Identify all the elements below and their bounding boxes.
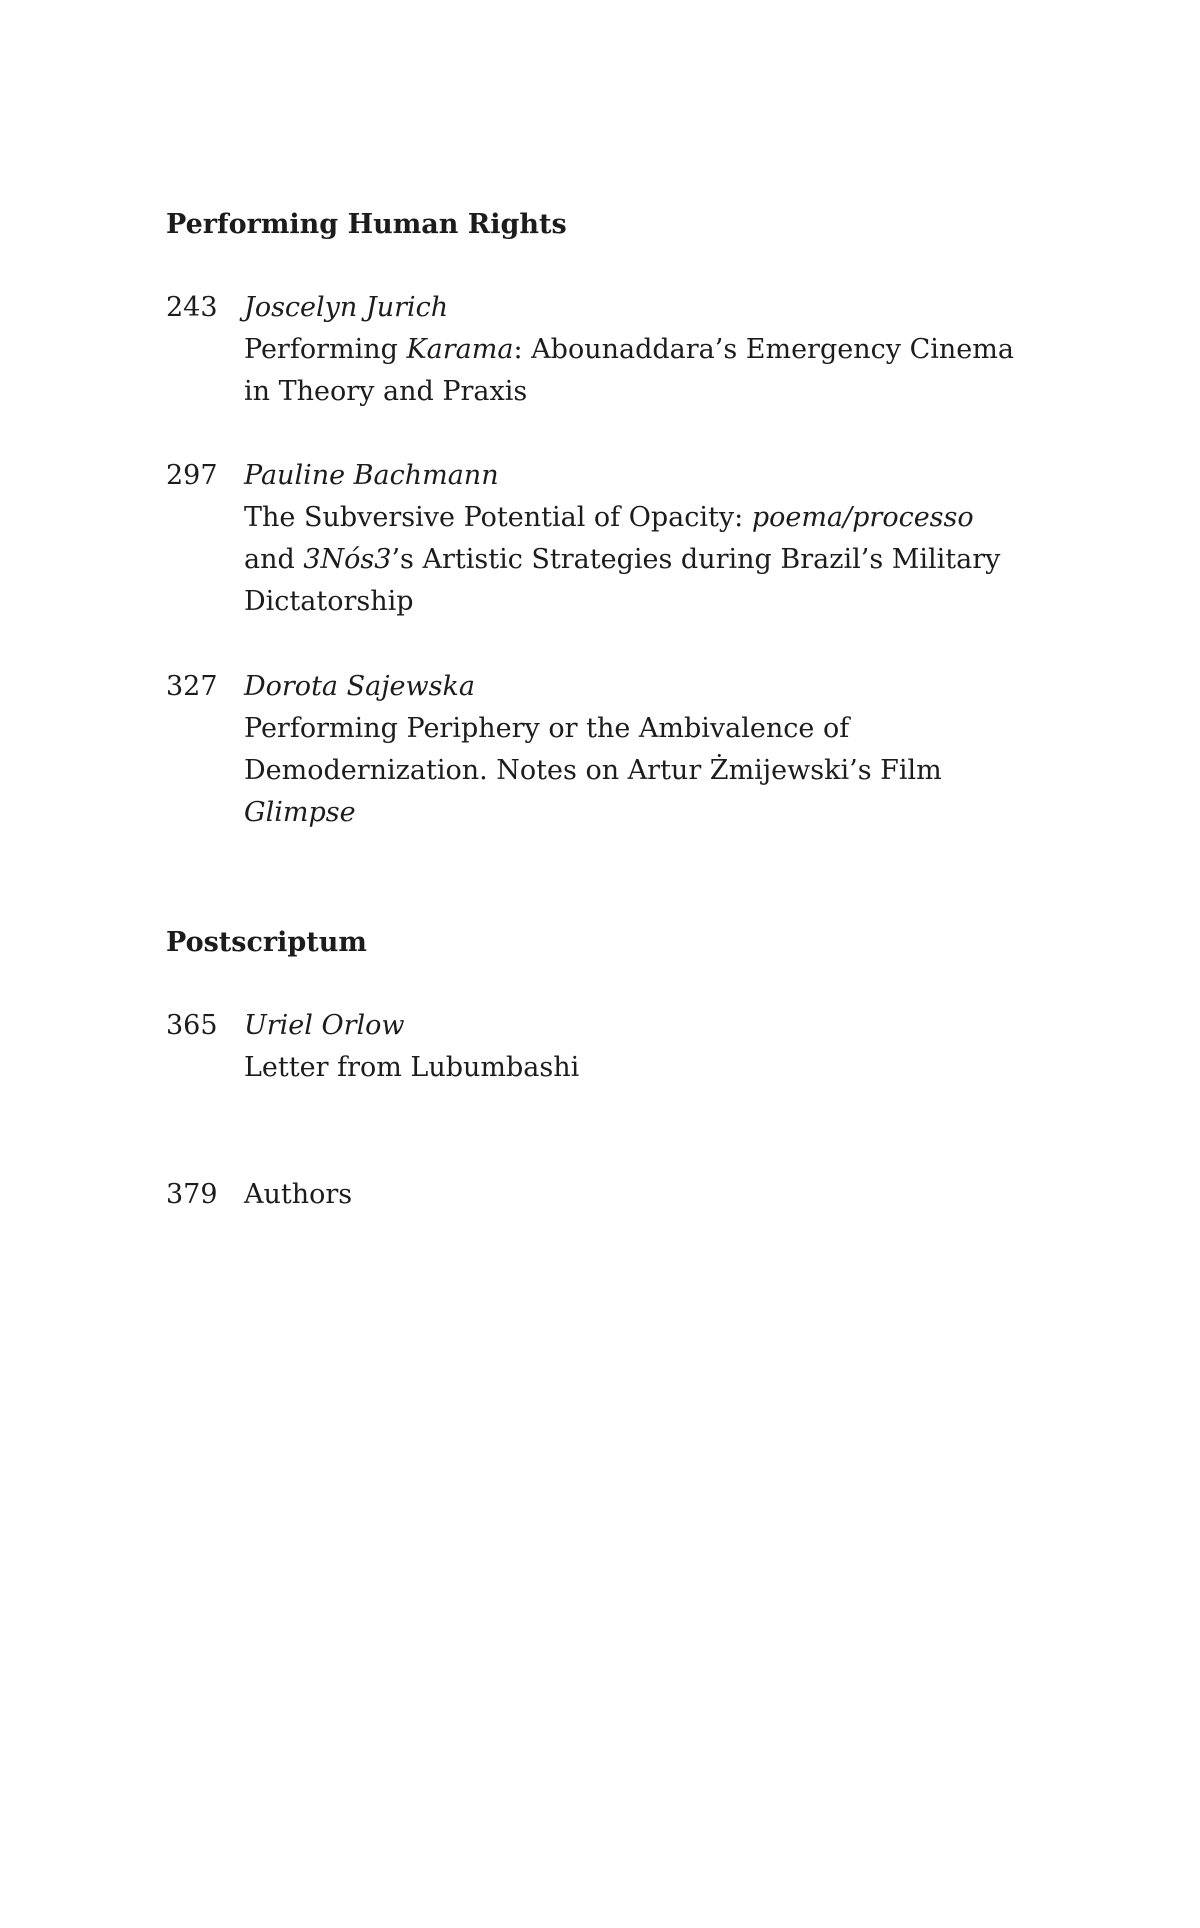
toc-entry-327 <box>166 666 1066 834</box>
section-heading-postscriptum: Postscriptum <box>166 927 367 958</box>
page-number: 379 <box>166 1179 218 1210</box>
entry-title-authors: Authors <box>244 1179 353 1210</box>
entry-title-line: Demodernization. Notes on Artur Żmijewski’s Film <box>244 755 942 786</box>
entry-title-line: Letter from Lubumbashi <box>244 1052 580 1083</box>
toc-entry-365 <box>166 1005 1066 1089</box>
entry-title-line: and 3Nós3’s Artistic Strategies during Brazil’s Military <box>244 544 1001 575</box>
entry-author: Pauline Bachmann <box>244 460 499 491</box>
entry-title-line: Performing Periphery or the Ambivalence of <box>244 713 850 744</box>
page-number: 297 <box>166 460 218 491</box>
entry-title-line: Glimpse <box>244 797 356 828</box>
page-number: 243 <box>166 292 218 323</box>
entry-author: Uriel Orlow <box>244 1010 405 1041</box>
entry-author: Joscelyn Jurich <box>244 292 449 323</box>
entry-title-line: Performing Karama: Abounaddara’s Emergency Cinema <box>244 334 1014 365</box>
toc-entry-authors <box>166 1174 1066 1216</box>
section-heading-performing-human-rights: Performing Human Rights <box>166 209 567 240</box>
page-number: 365 <box>166 1010 218 1041</box>
entry-author: Dorota Sajewska <box>244 671 475 702</box>
page-number: 327 <box>166 671 218 702</box>
entry-title-line: in Theory and Praxis <box>244 376 528 407</box>
entry-title-line: The Subversive Potential of Opacity: poema/processo <box>244 502 974 533</box>
toc-entry-297 <box>166 455 1066 623</box>
toc-entry-243 <box>166 287 1066 413</box>
entry-title-line: Dictatorship <box>244 586 414 617</box>
